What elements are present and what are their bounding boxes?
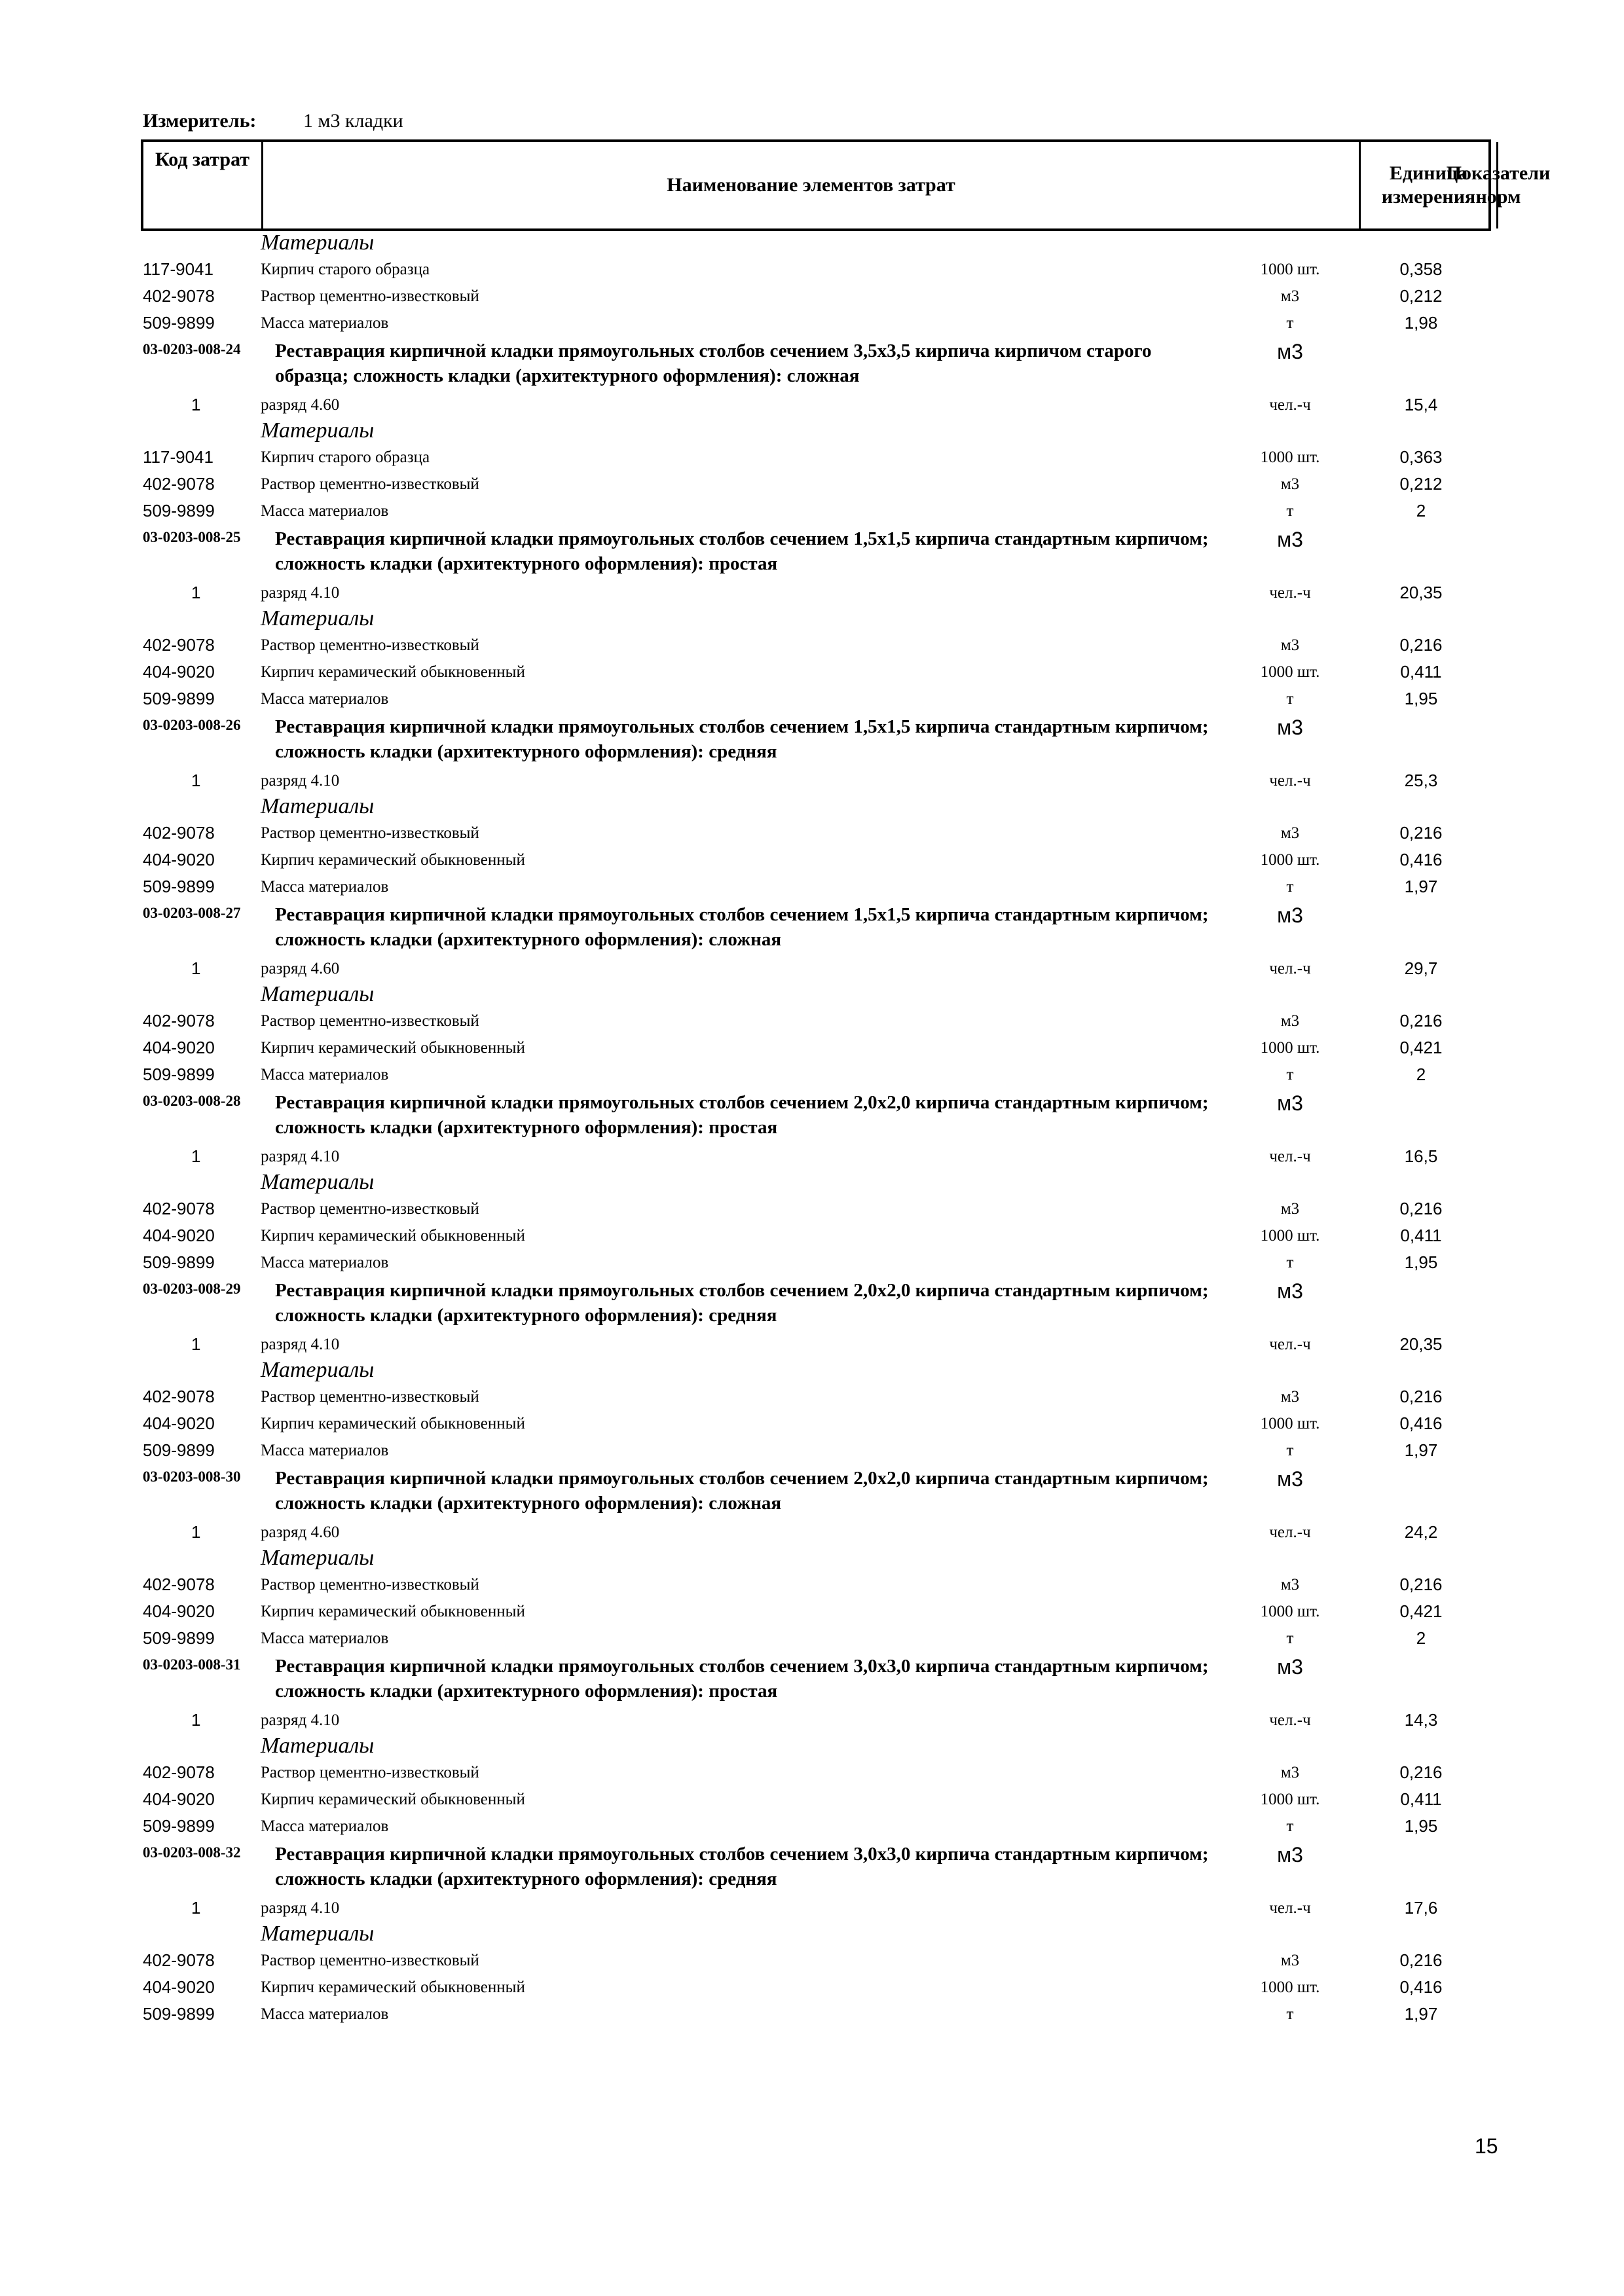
materials-label: Материалы (261, 1358, 375, 1382)
material-row (0, 2001, 1624, 2028)
cost-unit: чел.-ч (1269, 1899, 1311, 1917)
work-code: 03-0203-008-25 (143, 529, 241, 545)
cost-unit: т (1286, 1254, 1294, 1271)
cost-unit: 1000 шт. (1260, 1791, 1320, 1808)
cost-unit: м3 (1280, 1576, 1300, 1594)
cost-name: Раствор цементно-известковый (261, 475, 479, 493)
work-code: 03-0203-008-27 (143, 905, 241, 921)
cost-unit: м3 (1280, 636, 1300, 654)
cost-name: Раствор цементно-известковый (261, 636, 479, 654)
header-unit-line1: Единица (1389, 162, 1468, 184)
cost-unit: т (1286, 1066, 1294, 1084)
cost-norm: 1,97 (1404, 877, 1438, 896)
materials-section-label-row (0, 794, 1624, 820)
cost-name: Масса материалов (261, 1254, 389, 1271)
cost-norm: 15,4 (1404, 395, 1438, 414)
cost-code: 404-9020 (143, 1601, 215, 1621)
cost-name: Кирпич керамический обыкновенный (261, 1603, 525, 1620)
cost-unit: 1000 шт. (1260, 663, 1320, 681)
cost-code: 404-9020 (143, 1038, 215, 1057)
material-row (0, 1599, 1624, 1626)
work-title: Реставрация кирпичной кладки прямоугольных столбов сечением 2,0х2,0 кирпича стандартным кирпичом; сложность кладки (архитектурного оформления): простая (275, 1092, 1209, 1138)
cost-code: 509-9899 (143, 501, 215, 520)
cost-norm: 2 (1416, 501, 1426, 520)
cost-unit: чел.-ч (1269, 1148, 1311, 1165)
cost-name: Масса материалов (261, 878, 389, 896)
cost-name: Кирпич старого образца (261, 261, 430, 278)
cost-unit: чел.-ч (1269, 1711, 1311, 1729)
cost-name: разряд 4.60 (261, 396, 340, 414)
header-name: Наименование элементов затрат (261, 142, 1359, 228)
cost-code: 402-9078 (143, 1011, 215, 1030)
cost-name: Кирпич старого образца (261, 448, 430, 466)
work-title-row (0, 1465, 1624, 1520)
cost-code: 117-9041 (143, 259, 213, 279)
cost-unit: 1000 шт. (1260, 1603, 1320, 1620)
material-row (0, 820, 1624, 847)
material-row (0, 257, 1624, 283)
cost-norm: 0,416 (1399, 1977, 1443, 1997)
labor-row (0, 956, 1624, 982)
work-unit: м3 (1277, 1467, 1303, 1491)
cost-name: Масса материалов (261, 1066, 389, 1084)
materials-section-label-row (0, 418, 1624, 445)
work-unit: м3 (1277, 528, 1303, 551)
work-unit: м3 (1277, 1655, 1303, 1679)
cost-norm: 29,7 (1404, 958, 1438, 978)
cost-code: 402-9078 (143, 286, 215, 306)
cost-name: Кирпич керамический обыкновенный (261, 1978, 525, 1996)
materials-label: Материалы (261, 982, 375, 1006)
materials-section-label-row (0, 1170, 1624, 1196)
cost-code: 404-9020 (143, 1789, 215, 1809)
work-code: 03-0203-008-29 (143, 1281, 241, 1297)
cost-norm: 0,216 (1399, 635, 1443, 655)
cost-norm: 0,216 (1399, 1011, 1443, 1030)
cost-code: 509-9899 (143, 689, 215, 708)
materials-section-label-row (0, 1734, 1624, 1760)
materials-section-label-row (0, 230, 1624, 257)
work-title: Реставрация кирпичной кладки прямоугольных столбов сечением 1,5х1,5 кирпича стандартным кирпичом; сложность кладки (архитектурного оформления): сложная (275, 904, 1209, 950)
cost-norm: 1,95 (1404, 1816, 1438, 1836)
cost-norm: 1,98 (1404, 313, 1438, 333)
cost-code: 1 (191, 1710, 201, 1730)
work-title: Реставрация кирпичной кладки прямоугольных столбов сечением 2,0х2,0 кирпича стандартным кирпичом; сложность кладки (архитектурного оформления): сложная (275, 1468, 1209, 1514)
material-row (0, 310, 1624, 337)
cost-unit: т (1286, 690, 1294, 708)
cost-norm: 0,358 (1399, 259, 1443, 279)
cost-norm: 0,216 (1399, 1387, 1443, 1406)
cost-norm: 0,411 (1400, 1789, 1442, 1809)
cost-unit: 1000 шт. (1260, 261, 1320, 278)
material-row (0, 1813, 1624, 1840)
cost-unit: чел.-ч (1269, 396, 1311, 414)
materials-section-label-row (0, 606, 1624, 632)
cost-norm: 2 (1416, 1065, 1426, 1084)
work-title-row (0, 1277, 1624, 1332)
measure-label: Измеритель: (143, 110, 257, 132)
cost-name: Раствор цементно-известковый (261, 1388, 479, 1406)
material-row (0, 445, 1624, 471)
cost-unit: м3 (1280, 1388, 1300, 1406)
cost-code: 509-9899 (143, 877, 215, 896)
cost-norm: 16,5 (1404, 1146, 1438, 1166)
work-title-row (0, 337, 1624, 392)
labor-row (0, 1707, 1624, 1734)
work-code: 03-0203-008-30 (143, 1468, 241, 1485)
materials-label: Материалы (261, 1734, 375, 1758)
work-title-row (0, 525, 1624, 580)
work-title: Реставрация кирпичной кладки прямоугольных столбов сечением 3,5х3,5 кирпича кирпичом старого образца; сложность кладки (архитектурного оформления): сложная (275, 340, 1152, 386)
header-unit-line2: измерения (1381, 186, 1476, 208)
cost-unit: т (1286, 314, 1294, 332)
material-row (0, 847, 1624, 874)
cost-name: разряд 4.60 (261, 960, 340, 977)
cost-code: 402-9078 (143, 823, 215, 843)
cost-name: Раствор цементно-известковый (261, 1764, 479, 1781)
work-title: Реставрация кирпичной кладки прямоугольных столбов сечением 3,0х3,0 кирпича стандартным кирпичом; сложность кладки (архитектурного оформления): средняя (275, 1844, 1209, 1889)
work-unit: м3 (1277, 716, 1303, 739)
cost-norm: 17,6 (1404, 1898, 1438, 1918)
cost-unit: т (1286, 878, 1294, 896)
cost-norm: 0,212 (1399, 286, 1443, 306)
cost-name: Масса материалов (261, 314, 389, 332)
materials-label: Материалы (261, 1546, 375, 1570)
header-norm-line2: норм (1475, 186, 1521, 208)
cost-name: Масса материалов (261, 1630, 389, 1647)
work-code: 03-0203-008-28 (143, 1093, 241, 1109)
cost-code: 1 (191, 583, 201, 602)
work-code: 03-0203-008-31 (143, 1656, 241, 1673)
material-row (0, 283, 1624, 310)
work-code: 03-0203-008-26 (143, 717, 241, 733)
materials-section-label-row (0, 982, 1624, 1008)
cost-norm: 25,3 (1404, 771, 1438, 790)
cost-unit: м3 (1280, 824, 1300, 842)
cost-code: 509-9899 (143, 1816, 215, 1836)
cost-name: разряд 4.10 (261, 1148, 340, 1165)
cost-unit: м3 (1280, 1012, 1300, 1030)
cost-unit: чел.-ч (1269, 584, 1311, 602)
work-code: 03-0203-008-24 (143, 341, 241, 357)
cost-unit: чел.-ч (1269, 772, 1311, 790)
cost-norm: 0,411 (1400, 1226, 1442, 1245)
cost-code: 402-9078 (143, 1575, 215, 1594)
cost-code: 404-9020 (143, 1226, 215, 1245)
cost-norm: 0,416 (1399, 1413, 1443, 1433)
header-norm (1446, 142, 1551, 228)
cost-code: 1 (191, 395, 201, 414)
materials-label: Материалы (261, 606, 375, 630)
materials-section-label-row (0, 1922, 1624, 1948)
measure-line (143, 110, 403, 132)
cost-norm: 0,216 (1399, 1575, 1443, 1594)
cost-unit: 1000 шт. (1260, 1039, 1320, 1057)
materials-section-label-row (0, 1546, 1624, 1572)
cost-name: разряд 4.10 (261, 1899, 340, 1917)
cost-code: 1 (191, 1146, 201, 1166)
cost-name: Масса материалов (261, 1817, 389, 1835)
cost-name: Кирпич керамический обыкновенный (261, 663, 525, 681)
cost-norm: 0,216 (1399, 1762, 1443, 1782)
cost-code: 509-9899 (143, 1065, 215, 1084)
work-title: Реставрация кирпичной кладки прямоугольных столбов сечением 1,5х1,5 кирпича стандартным кирпичом; сложность кладки (архитектурного оформления): средняя (275, 716, 1209, 762)
cost-name: Кирпич керамический обыкновенный (261, 1039, 525, 1057)
cost-code: 117-9041 (143, 447, 213, 467)
table-header (141, 139, 1551, 231)
cost-unit: т (1286, 502, 1294, 520)
material-row (0, 498, 1624, 525)
labor-row (0, 580, 1624, 606)
material-row (0, 1035, 1624, 1062)
cost-unit: т (1286, 1630, 1294, 1647)
cost-unit: т (1286, 1817, 1294, 1835)
work-unit: м3 (1277, 1843, 1303, 1867)
work-title: Реставрация кирпичной кладки прямоугольных столбов сечением 3,0х3,0 кирпича стандартным кирпичом; сложность кладки (архитектурного оформления): простая (275, 1656, 1209, 1702)
cost-unit: 1000 шт. (1260, 1227, 1320, 1245)
materials-label: Материалы (261, 418, 375, 443)
cost-code: 509-9899 (143, 1440, 215, 1460)
cost-code: 404-9020 (143, 1977, 215, 1997)
header-norm-line1: Показатели (1446, 162, 1551, 184)
materials-label: Материалы (261, 794, 375, 818)
cost-norm: 0,216 (1399, 823, 1443, 843)
work-title: Реставрация кирпичной кладки прямоугольных столбов сечением 1,5х1,5 кирпича стандартным кирпичом; сложность кладки (архитектурного оформления): простая (275, 528, 1209, 574)
material-row (0, 471, 1624, 498)
material-row (0, 1008, 1624, 1035)
material-row (0, 686, 1624, 713)
cost-code: 509-9899 (143, 313, 215, 333)
cost-norm: 0,411 (1400, 662, 1442, 682)
cost-norm: 0,363 (1399, 447, 1443, 467)
measure-value: 1 м3 кладки (303, 110, 403, 132)
cost-norm: 1,97 (1404, 1440, 1438, 1460)
work-title-row (0, 1652, 1624, 1707)
cost-name: Раствор цементно-известковый (261, 287, 479, 305)
cost-code: 1 (191, 1898, 201, 1918)
cost-code: 402-9078 (143, 1950, 215, 1970)
cost-unit: 1000 шт. (1260, 1978, 1320, 1996)
cost-code: 509-9899 (143, 1252, 215, 1272)
cost-unit: м3 (1280, 1764, 1300, 1781)
cost-name: Раствор цементно-известковый (261, 1576, 479, 1594)
cost-code: 402-9078 (143, 1199, 215, 1218)
page-number: 15 (1475, 2134, 1498, 2158)
labor-row (0, 1144, 1624, 1170)
cost-name: Раствор цементно-известковый (261, 1952, 479, 1969)
cost-code: 1 (191, 1334, 201, 1354)
cost-unit: чел.-ч (1269, 1336, 1311, 1353)
materials-label: Материалы (261, 230, 375, 255)
cost-unit: чел.-ч (1269, 960, 1311, 977)
cost-unit: чел.-ч (1269, 1523, 1311, 1541)
cost-norm: 0,421 (1399, 1038, 1443, 1057)
cost-norm: 14,3 (1404, 1710, 1438, 1730)
cost-name: Масса материалов (261, 1442, 389, 1459)
material-row (0, 1438, 1624, 1465)
material-row (0, 1223, 1624, 1250)
cost-code: 402-9078 (143, 1387, 215, 1406)
cost-unit: т (1286, 2005, 1294, 2023)
cost-norm: 1,97 (1404, 2004, 1438, 2024)
cost-name: разряд 4.10 (261, 772, 340, 790)
cost-code: 509-9899 (143, 1628, 215, 1648)
material-row (0, 632, 1624, 659)
material-row (0, 659, 1624, 686)
work-unit: м3 (1277, 340, 1303, 363)
cost-norm: 20,35 (1399, 1334, 1443, 1354)
cost-norm: 0,421 (1399, 1601, 1443, 1621)
cost-norm: 0,216 (1399, 1199, 1443, 1218)
work-title-row (0, 713, 1624, 768)
cost-name: Масса материалов (261, 2005, 389, 2023)
cost-code: 509-9899 (143, 2004, 215, 2024)
material-row (0, 874, 1624, 901)
labor-row (0, 768, 1624, 794)
cost-name: Кирпич керамический обыкновенный (261, 1791, 525, 1808)
cost-unit: т (1286, 1442, 1294, 1459)
cost-code: 404-9020 (143, 850, 215, 869)
cost-name: Раствор цементно-известковый (261, 1012, 479, 1030)
labor-row (0, 1332, 1624, 1358)
materials-section-label-row (0, 1358, 1624, 1384)
cost-unit: 1000 шт. (1260, 851, 1320, 869)
cost-norm: 1,95 (1404, 689, 1438, 708)
labor-row (0, 392, 1624, 418)
table-body (0, 230, 1624, 2028)
cost-name: Масса материалов (261, 690, 389, 708)
cost-code: 402-9078 (143, 474, 215, 494)
cost-code: 404-9020 (143, 1413, 215, 1433)
materials-label: Материалы (261, 1170, 375, 1194)
cost-name: Кирпич керамический обыкновенный (261, 851, 525, 869)
cost-code: 402-9078 (143, 635, 215, 655)
cost-norm: 20,35 (1399, 583, 1443, 602)
material-row (0, 1250, 1624, 1277)
material-row (0, 1196, 1624, 1223)
cost-unit: м3 (1280, 1952, 1300, 1969)
cost-code: 402-9078 (143, 1762, 215, 1782)
work-code: 03-0203-008-32 (143, 1844, 241, 1861)
cost-name: разряд 4.10 (261, 584, 340, 602)
cost-norm: 1,95 (1404, 1252, 1438, 1272)
work-title: Реставрация кирпичной кладки прямоугольных столбов сечением 2,0х2,0 кирпича стандартным кирпичом; сложность кладки (архитектурного оформления): средняя (275, 1280, 1209, 1326)
material-row (0, 1384, 1624, 1411)
cost-norm: 2 (1416, 1628, 1426, 1648)
materials-label: Материалы (261, 1922, 375, 1946)
cost-name: разряд 4.60 (261, 1523, 340, 1541)
cost-code: 1 (191, 771, 201, 790)
material-row (0, 1062, 1624, 1089)
header-code: Код затрат (155, 149, 250, 170)
work-title-row (0, 1840, 1624, 1895)
material-row (0, 1411, 1624, 1438)
cost-name: разряд 4.10 (261, 1711, 340, 1729)
cost-unit: м3 (1280, 287, 1300, 305)
cost-name: Масса материалов (261, 502, 389, 520)
cost-code: 1 (191, 1522, 201, 1542)
cost-name: Кирпич керамический обыкновенный (261, 1227, 525, 1245)
cost-norm: 0,212 (1399, 474, 1443, 494)
work-title-row (0, 1089, 1624, 1144)
work-unit: м3 (1277, 903, 1303, 927)
cost-name: разряд 4.10 (261, 1336, 340, 1353)
cost-name: Кирпич керамический обыкновенный (261, 1415, 525, 1432)
work-unit: м3 (1277, 1091, 1303, 1115)
cost-code: 1 (191, 958, 201, 978)
cost-norm: 0,216 (1399, 1950, 1443, 1970)
cost-norm: 24,2 (1404, 1522, 1438, 1542)
cost-unit: м3 (1280, 475, 1300, 493)
material-row (0, 1975, 1624, 2001)
cost-unit: 1000 шт. (1260, 448, 1320, 466)
cost-unit: 1000 шт. (1260, 1415, 1320, 1432)
cost-code: 404-9020 (143, 662, 215, 682)
work-unit: м3 (1277, 1279, 1303, 1303)
labor-row (0, 1895, 1624, 1922)
cost-name: Раствор цементно-известковый (261, 824, 479, 842)
labor-row (0, 1520, 1624, 1546)
cost-unit: м3 (1280, 1200, 1300, 1218)
material-row (0, 1572, 1624, 1599)
material-row (0, 1787, 1624, 1813)
cost-norm: 0,416 (1399, 850, 1443, 869)
cost-name: Раствор цементно-известковый (261, 1200, 479, 1218)
material-row (0, 1948, 1624, 1975)
material-row (0, 1626, 1624, 1652)
work-title-row (0, 901, 1624, 956)
material-row (0, 1760, 1624, 1787)
